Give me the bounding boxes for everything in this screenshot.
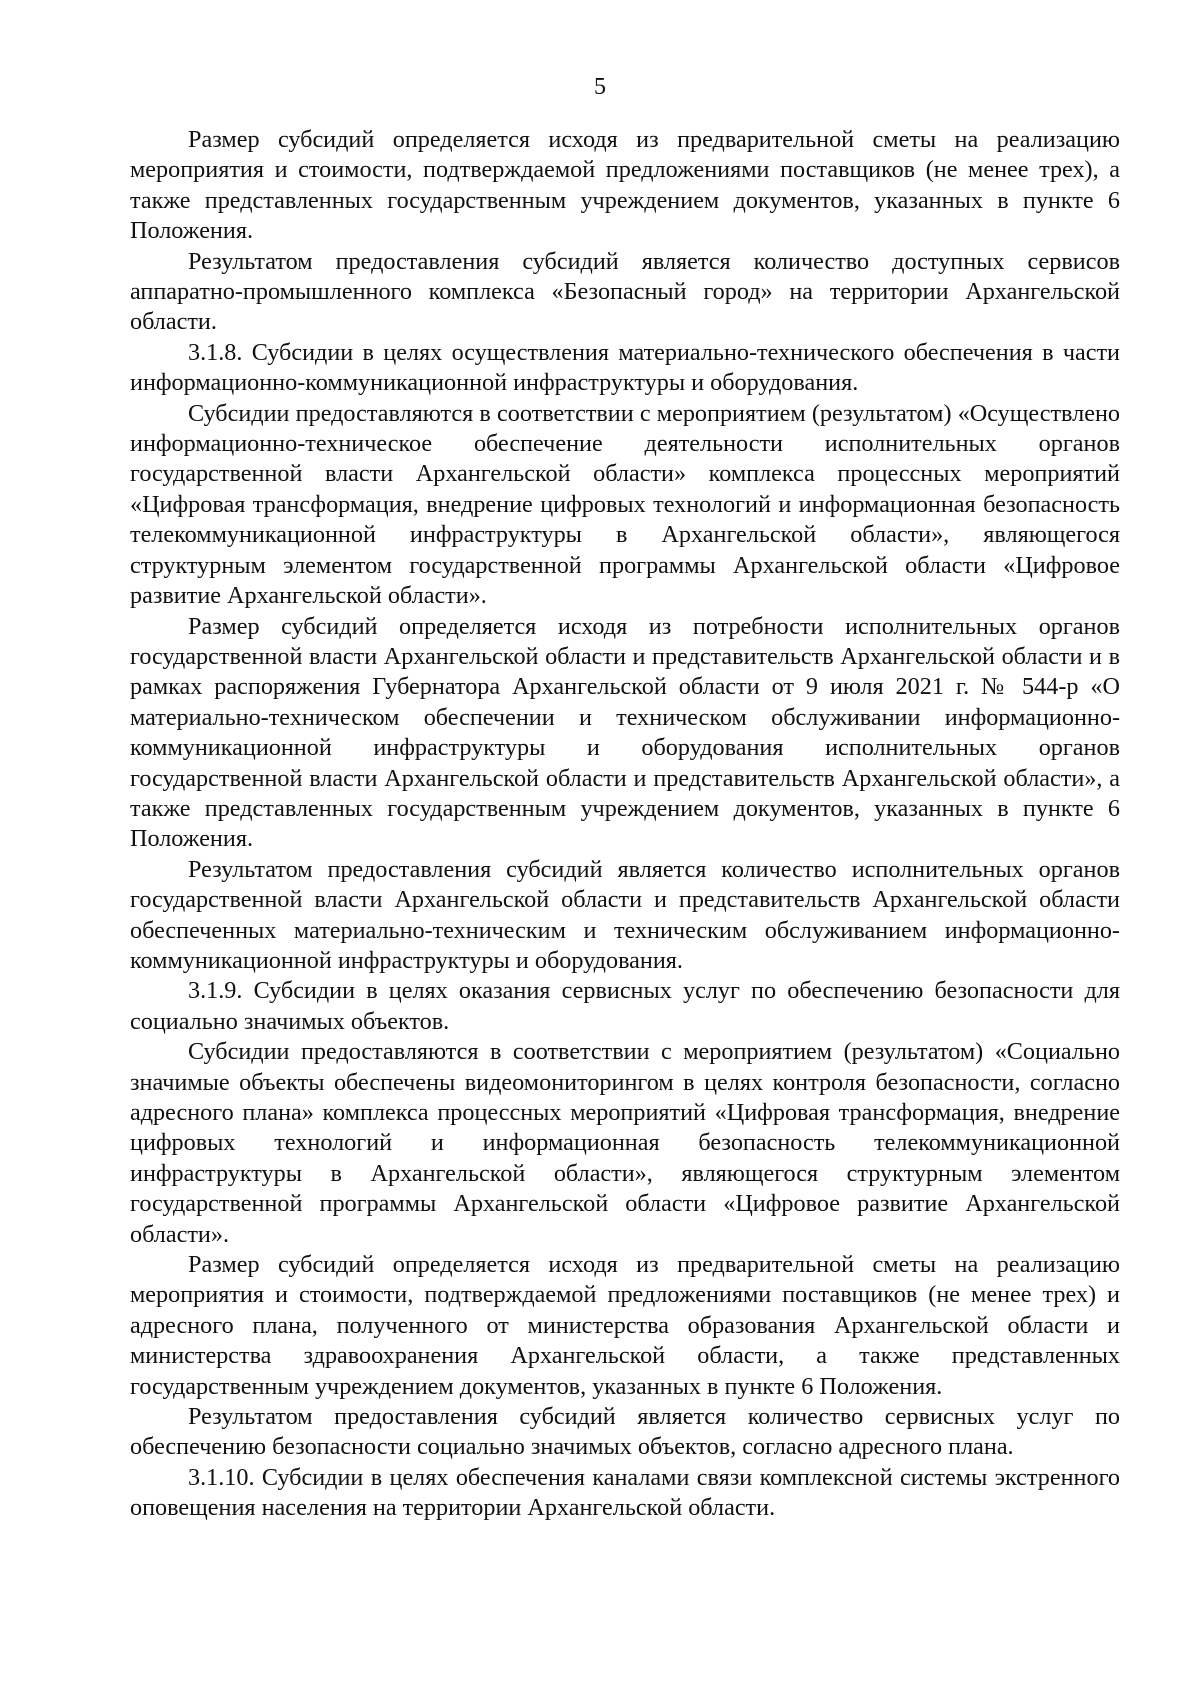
paragraph-clause-3-1-10: 3.1.10. Субсидии в целях обеспечения каналами связи комплексной системы экстренного оповещения населения на территории Архангельской области.: [130, 1463, 1120, 1522]
paragraph-result-security-services: Результатом предоставления субсидий является количество сервисных услуг по обеспечению безопасности социально значимых объектов, согласно адресного плана.: [130, 1403, 1120, 1461]
document-body: [130, 125, 1120, 1524]
paragraph-subsidy-size-address-plan: Размер субсидий определяется исходя из предварительной сметы на реализацию мероприятия и стоимости, подтверждаемой предложениями поставщиков (не менее трех) и адресного плана, полученного от министерства образования Архангельской области и министерства здравоохранения Архангельской области, а также представленных государственным учреждением документов, указанных в пункте 6 Положения.: [130, 1251, 1120, 1400]
paragraph-result-safe-city: Результатом предоставления субсидий является количество доступных сервисов аппаратно-промышленного комплекса «Безопасный город» на территории Архангельской области.: [130, 247, 1120, 336]
paragraph-subsidy-size-estimate: Размер субсидий определяется исходя из предварительной сметы на реализацию мероприятия и стоимости, подтверждаемой предложениями поставщиков (не менее трех), а также представленных государственным учреждением документов, указанных в пункте 6 Положения.: [130, 126, 1120, 245]
paragraph-subsidy-size-governor-order: Размер субсидий определяется исходя из потребности исполнительных органов государственной власти Архангельской области и представительств Архангельской области и в рамках распоряжения Губернатора Архангельской области от 9 июля 2021 г. № 544-р «О материально-техническом обеспечении и техническом обслуживании информационно-коммуникационной инфраструктуры и оборудования исполнительных органов государственной власти Архангельской области и представительств Архангельской области», а также представленных государственным учреждением документов, указанных в пункте 6 Положения.: [130, 612, 1120, 853]
paragraph-result-executive-bodies: Результатом предоставления субсидий является количество исполнительных органов государственной власти Архангельской области и представительств Архангельской области обеспеченных материально-техническим и техническим обслуживанием информационно-коммуникационной инфраструктуры и оборудования.: [130, 855, 1120, 974]
paragraph-subsidy-provision-video-monitoring: Субсидии предоставляются в соответствии с мероприятием (результатом) «Социально значимые объекты обеспечены видеомониторингом в целях контроля безопасности, согласно адресного плана» комплекса процессных мероприятий «Цифровая трансформация, внедрение цифровых технологий и информационная безопасность телекоммуникационной инфраструктуры в Архангельской области», являющегося структурным элементом государственной программы Архангельской области «Цифровое развитие Архангельской области».: [130, 1038, 1120, 1248]
paragraph-clause-3-1-8: 3.1.8. Субсидии в целях осуществления материально-технического обеспечения в части информационно-коммуникационной инфраструктуры и оборудования.: [130, 338, 1120, 397]
paragraph-clause-3-1-9: 3.1.9. Субсидии в целях оказания сервисных услуг по обеспечению безопасности для социально значимых объектов.: [130, 977, 1120, 1035]
paragraph-subsidy-provision-it-support: Субсидии предоставляются в соответствии с мероприятием (результатом) «Осуществлено информационно-техническое обеспечение деятельности исполнительных органов государственной власти Архангельской области» комплекса процессных мероприятий «Цифровая трансформация, внедрение цифровых технологий и информационная безопасность телекоммуникационной инфраструктуры в Архангельской области», являющегося структурным элементом государственной программы Архангельской области «Цифровое развитие Архангельской области».: [130, 399, 1120, 610]
page-number: 5: [594, 74, 606, 100]
